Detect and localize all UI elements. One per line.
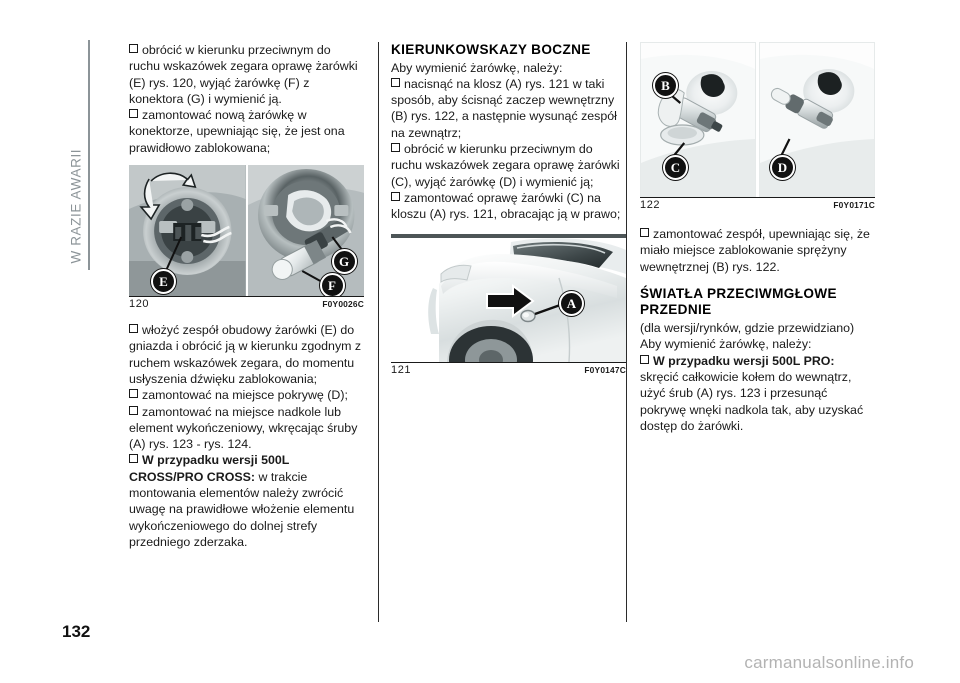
callout-F: F xyxy=(320,273,345,296)
bullet-text: zamontować na miejsce pokrywę (D); xyxy=(142,388,348,403)
column-middle xyxy=(391,42,626,380)
bullet-square-icon xyxy=(129,454,138,463)
figure-120-caption xyxy=(129,296,364,314)
bold-note-text: skręcić całkowicie kołem do wewnątrz, użyć śrub (A) rys. 123 i przesunąć pokrywę wnęki nadkola tak, aby uzyskać dostęp do żarówki. xyxy=(640,369,864,433)
bullet-square-icon xyxy=(129,389,138,398)
bullet-text: zamontować zespół, upewniając się, że miało miejsce zablokowanie sprężyny wewnętrznej (B) rys. 122. xyxy=(640,227,870,274)
intro-text: Aby wymienić żarówkę, należy: xyxy=(640,337,812,352)
paragraph-bullet xyxy=(129,404,364,453)
figure-122 xyxy=(640,42,875,215)
bullet-square-icon xyxy=(391,78,400,87)
callout-G: G xyxy=(332,249,357,274)
bullet-text: zamontować nową żarówkę w konektorze, upewniając się, że jest ona prawidłowo zablokowana; xyxy=(129,108,345,155)
bullet-text: obrócić w kierunku przeciwnym do ruchu wskazówek zegara oprawę żarówki (E) rys. 120, wyjąć żarówkę (F) z konektora (G) i wymienić ją. xyxy=(129,43,358,106)
bullet-text: obrócić w kierunku przeciwnym do ruchu wskazówek zegara oprawę żarówki (C), wyjąć żarówkę (D) i wymienić ją; xyxy=(391,142,620,189)
paragraph-bullet xyxy=(391,76,626,141)
page-number: 132 xyxy=(62,622,91,641)
column-left xyxy=(129,42,364,550)
paragraph-bullet xyxy=(129,322,364,387)
bullet-square-icon xyxy=(129,406,138,415)
paragraph-bullet xyxy=(640,226,875,275)
subnote-text: (dla wersji/rynków, gdzie przewidziano) xyxy=(640,321,855,336)
figure-code: F0Y0147C xyxy=(584,364,626,375)
bullet-text: zamontować oprawę żarówki (C) na kloszu (A) rys. 121, obracając ją w prawo; xyxy=(391,190,621,222)
bulb-holder-illustration xyxy=(129,165,246,296)
column-divider-2 xyxy=(626,42,627,622)
figure-code: F0Y0171C xyxy=(833,200,875,210)
paragraph-bold-note xyxy=(129,452,364,550)
bullet-square-icon xyxy=(129,44,138,53)
bullet-text: zamontować na miejsce nadkole lub element wykończeniowy, wkręcając śruby (A) rys. 123 - rys. 124. xyxy=(129,404,358,452)
bullet-square-icon xyxy=(391,192,400,201)
bold-note-label: W przypadku wersji 500L CROSS/PRO CROSS: xyxy=(129,453,290,484)
figure-120-panel-left xyxy=(129,165,246,296)
callout-E: E xyxy=(151,269,176,294)
bullet-square-icon xyxy=(640,228,649,237)
chapter-tab-rule xyxy=(88,40,90,270)
chapter-tab-label: W RAZIE AWARII xyxy=(68,148,84,264)
paragraph-bold-note xyxy=(640,353,875,434)
callout-D: D xyxy=(770,155,795,180)
bullet-text: włożyć zespół obudowy żarówki (E) do gniazda i obrócić ją w kierunku zgodnym z ruchem wskazówek zegara, do momentu usłyszenia dźwięku zablokowania; xyxy=(129,323,362,386)
figure-code: F0Y0026C xyxy=(322,299,364,310)
paragraph-bullet xyxy=(129,107,364,156)
figure-122-image xyxy=(640,42,875,197)
chapter-tab xyxy=(62,40,90,270)
bullet-square-icon xyxy=(391,143,400,152)
figure-122-panel-right xyxy=(759,42,875,197)
callout-C: C xyxy=(663,155,688,180)
car-side-illustration xyxy=(391,234,626,362)
bullet-square-icon xyxy=(129,109,138,118)
column-divider-1 xyxy=(378,42,379,622)
paragraph-bullet xyxy=(391,190,626,223)
column-right xyxy=(640,42,875,434)
bullet-square-icon xyxy=(640,355,649,364)
bulb-connector-illustration xyxy=(248,165,365,296)
section-heading-turn-signals: KIERUNKOWSKAZY BOCZNE xyxy=(391,42,591,57)
figure-121-caption xyxy=(391,362,626,380)
bullet-text: nacisnąć na klosz (A) rys. 121 w taki sposób, aby ścisnąć zaczep wewnętrzny (B) rys. 122, a następnie wysunąć zespół na zewnątrz; xyxy=(391,76,617,140)
figure-122-panel-left xyxy=(640,42,756,197)
bullet-square-icon xyxy=(129,324,138,333)
figure-number: 122 xyxy=(640,199,661,211)
paragraph-bullet xyxy=(391,141,626,190)
figure-number: 120 xyxy=(129,298,150,311)
section-heading-fog-lights: ŚWIATŁA PRZECIWMGŁOWE PRZEDNIE xyxy=(640,285,837,318)
callout-A: A xyxy=(559,291,584,316)
callout-B: B xyxy=(653,73,678,98)
figure-121 xyxy=(391,234,626,380)
bold-note-label: W przypadku wersji 500L PRO: xyxy=(653,353,835,368)
intro-text: Aby wymienić żarówkę, należy: xyxy=(391,60,563,75)
figure-120-image xyxy=(129,165,364,296)
paragraph-bullet xyxy=(129,42,364,107)
paragraph-bullet xyxy=(129,387,364,403)
figure-120 xyxy=(129,165,364,314)
site-footer: carmanualsonline.info xyxy=(744,653,914,672)
figure-120-panel-right xyxy=(248,165,365,296)
figure-121-image xyxy=(391,234,626,362)
side-marker-removed-illustration xyxy=(641,43,755,196)
figure-122-caption xyxy=(640,197,875,215)
bold-note-text: w trakcie montowania elementów należy zwrócić uwagę na prawidłowe włożenie elementu wykończeniowego do dolnej strefy przedniego zderzaka. xyxy=(129,469,355,549)
figure-number: 121 xyxy=(391,363,412,376)
